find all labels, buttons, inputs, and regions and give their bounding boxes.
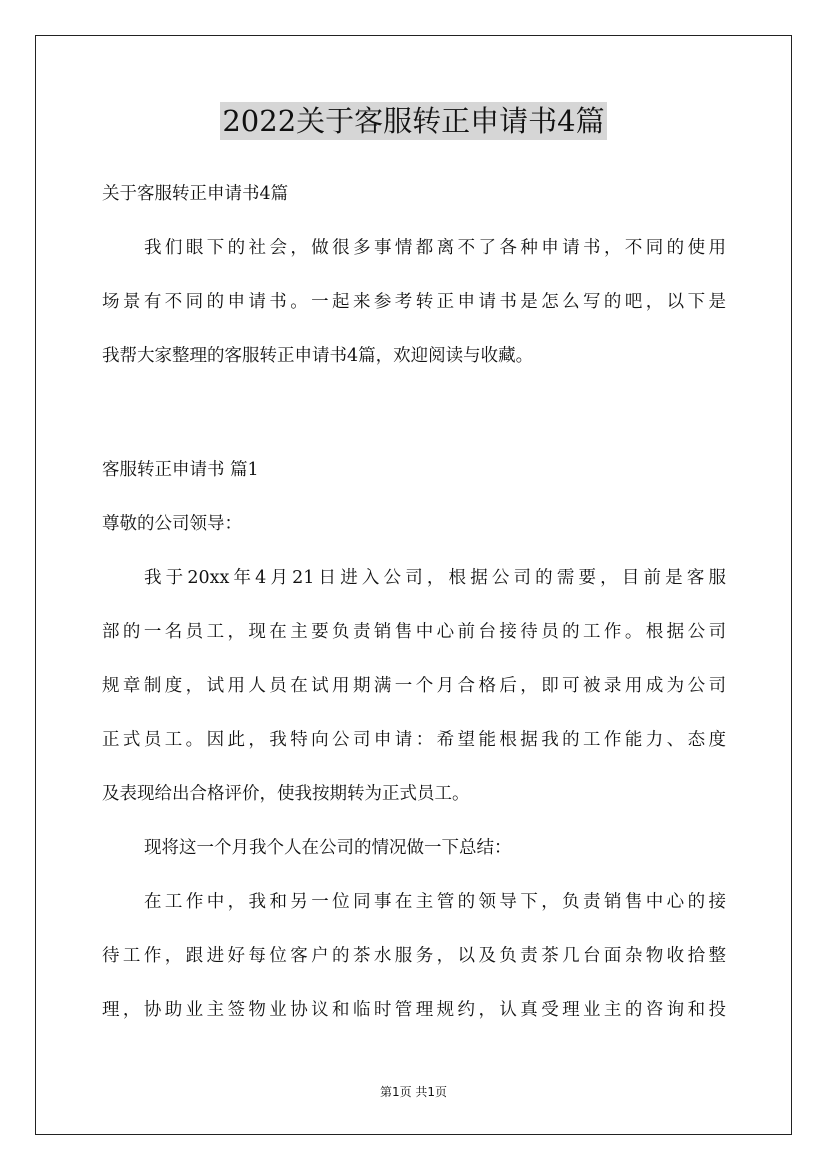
document-title: 2022关于客服转正申请书4篇 [222, 104, 605, 138]
intro-line: 我们眼下的社会，做很多事情都离不了各种申请书，不同的使用 [144, 238, 726, 258]
page-footer: 第1页 共1页 [379, 1085, 448, 1099]
paragraph-line: 现将这一个月我个人在公司的情况做一下总结： [144, 838, 512, 858]
paragraph-line: 待工作，跟进好每位客户的茶水服务，以及负责茶几台面杂物收拾整 [102, 946, 726, 966]
paragraph-line: 理，协助业主签物业协议和临时管理规约，认真受理业主的咨询和投 [102, 1000, 726, 1020]
title-container [0, 102, 827, 140]
salutation: 尊敬的公司领导： [102, 514, 242, 534]
document-body [102, 178, 726, 1048]
paragraph-gap [102, 394, 726, 454]
subtitle: 关于客服转正申请书4篇 [102, 184, 289, 204]
section-heading: 客服转正申请书 篇1 [102, 460, 259, 480]
paragraph-line: 正式员工。因此，我特向公司申请：希望能根据我的工作能力、态度 [102, 730, 726, 750]
intro-line: 我帮大家整理的客服转正申请书4篇，欢迎阅读与收藏。 [102, 346, 534, 366]
paragraph-line: 在工作中，我和另一位同事在主管的领导下，负责销售中心的接 [144, 892, 726, 912]
paragraph-line: 我于20xx年4月21日进入公司，根据公司的需要，目前是客服 [144, 568, 726, 588]
paragraph-line: 部的一名员工，现在主要负责销售中心前台接待员的工作。根据公司 [102, 622, 726, 642]
paragraph-line: 规章制度，试用人员在试用期满一个月合格后，即可被录用成为公司 [102, 676, 726, 696]
paragraph-line: 及表现给出合格评价，使我按期转为正式员工。 [102, 784, 470, 804]
intro-line: 场景有不同的申请书。一起来参考转正申请书是怎么写的吧，以下是 [102, 292, 726, 312]
